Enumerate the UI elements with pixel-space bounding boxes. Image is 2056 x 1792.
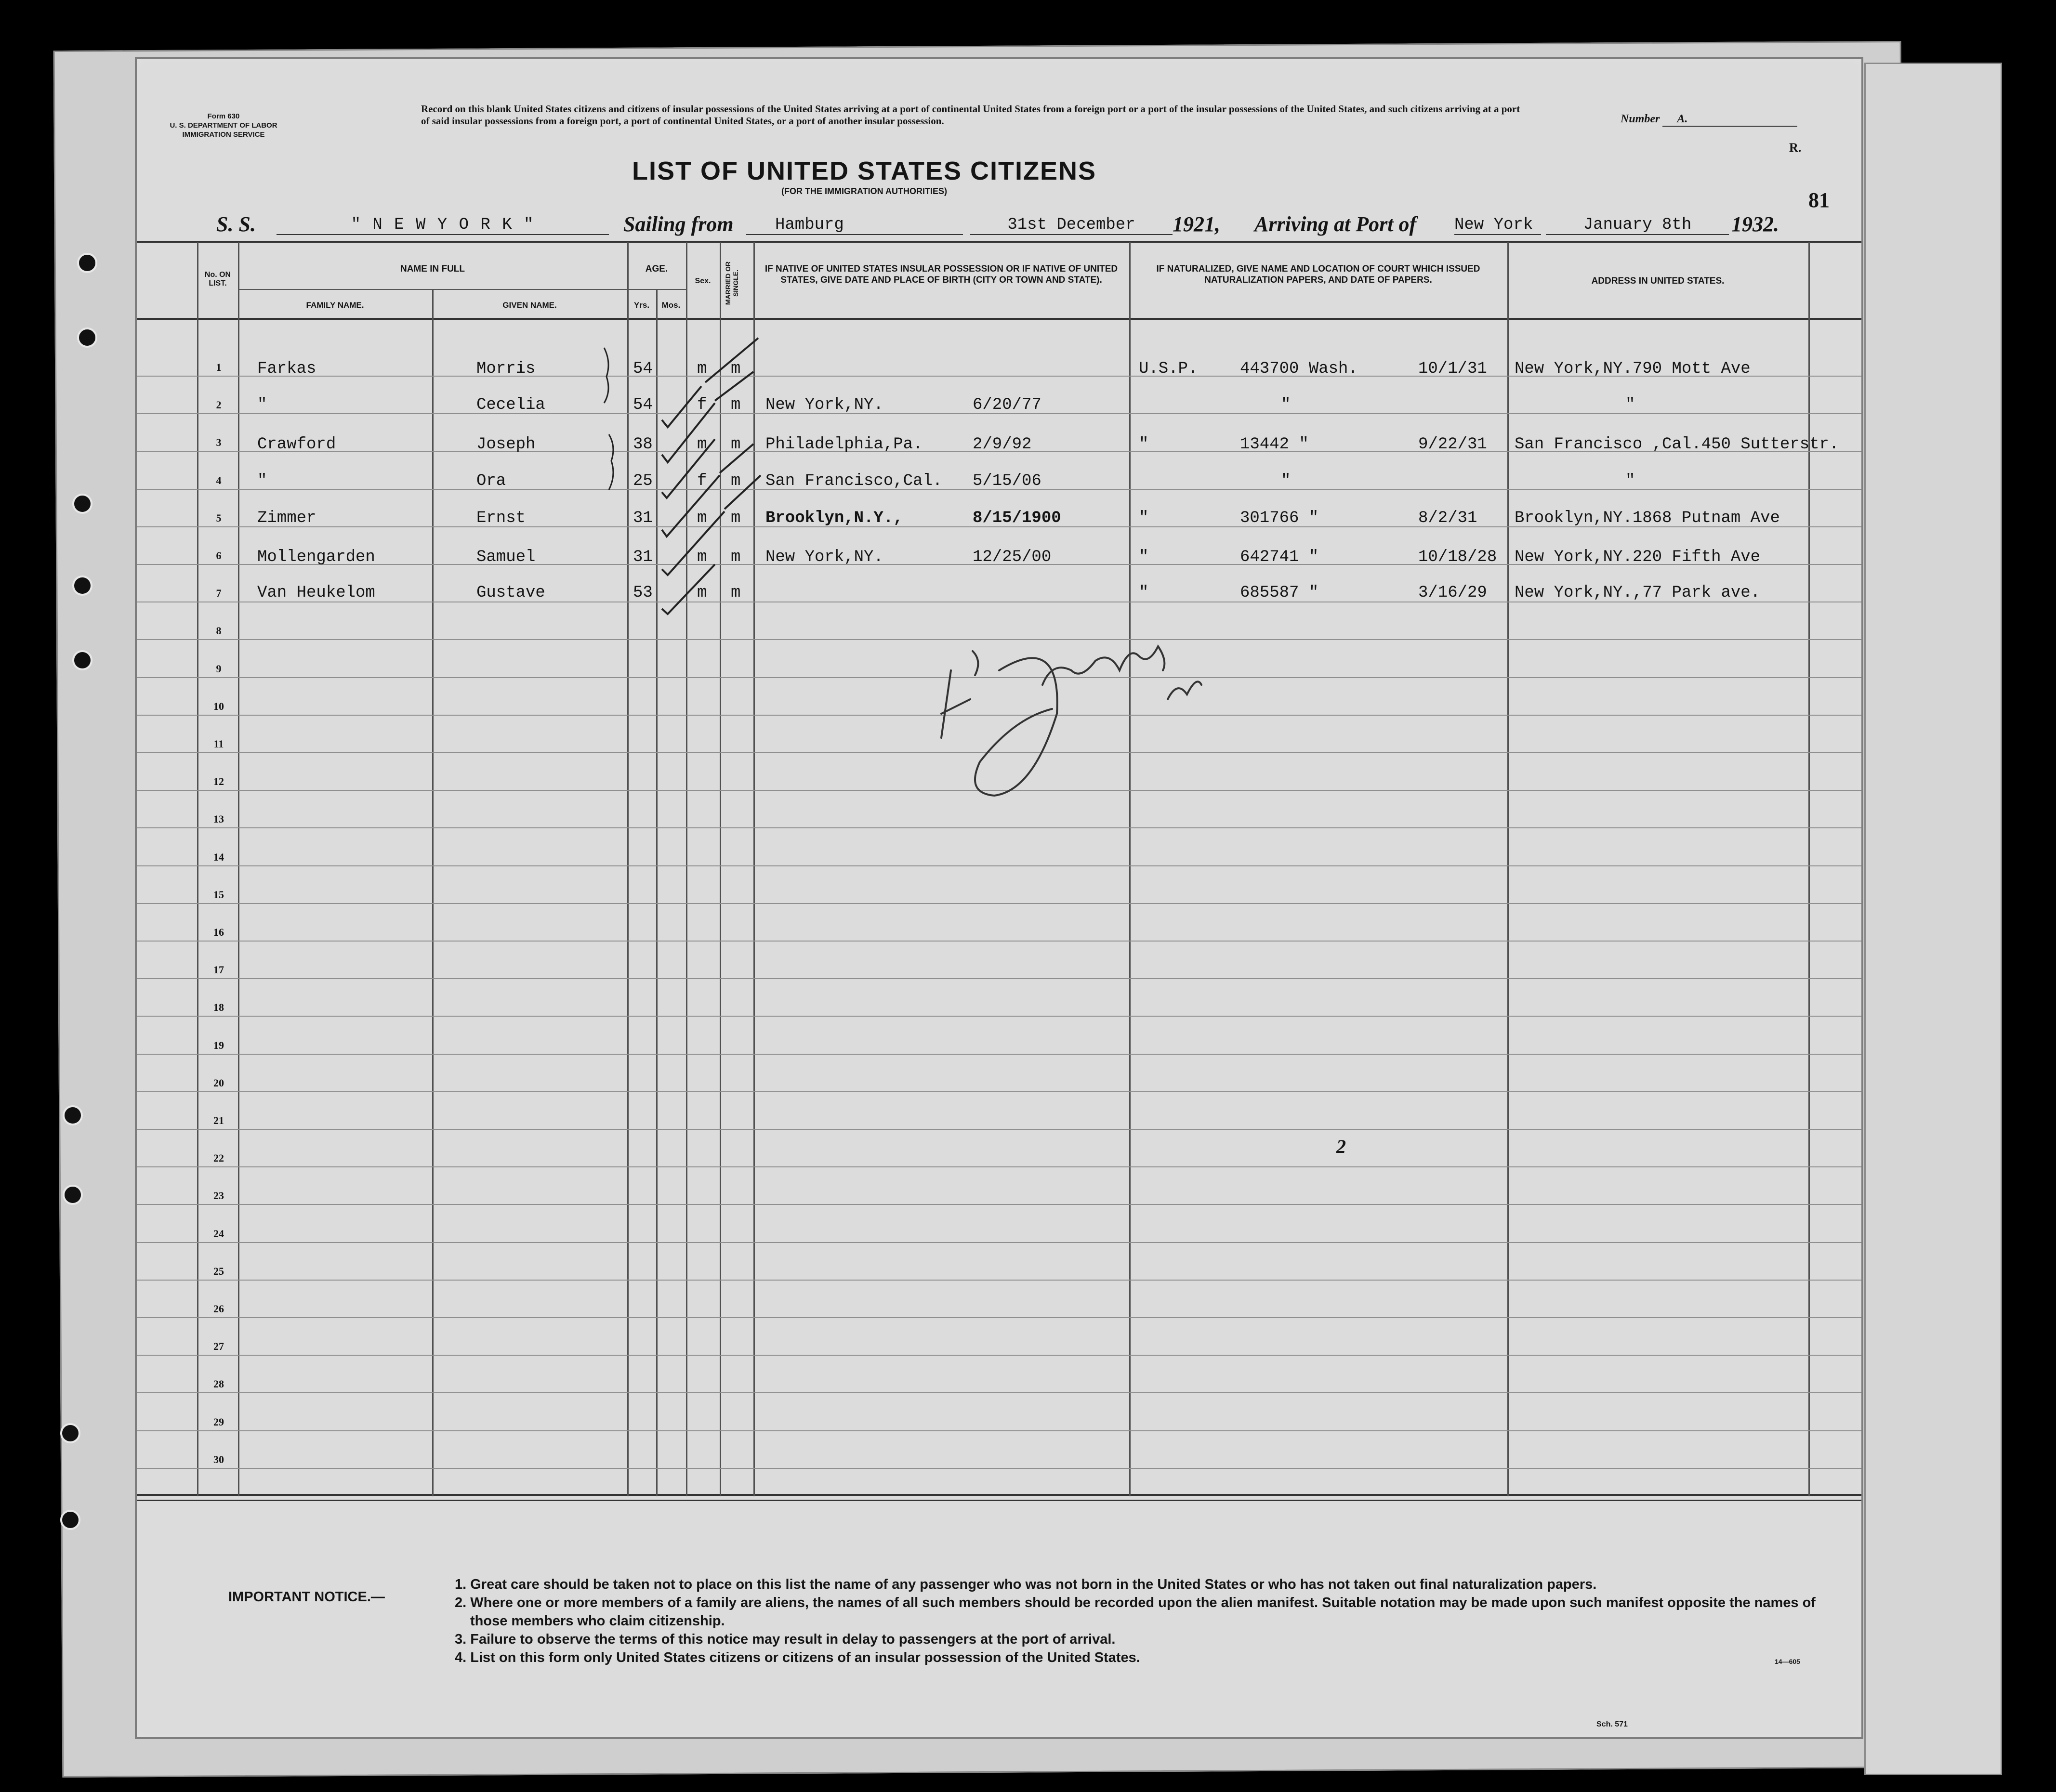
department-name: U. S. DEPARTMENT OF LABOR (170, 121, 277, 130)
col-mos: Mos. (661, 301, 681, 310)
punch-hole (60, 1423, 80, 1443)
row-number: 2 (216, 399, 222, 411)
notice-item-4: 4. List on this form only United States citizens or citizens of an insular possession of the United States. (455, 1650, 1140, 1665)
check-mark (715, 372, 753, 401)
marital-status: m (731, 435, 741, 454)
family-name: " (257, 396, 267, 414)
col-age: AGE. (645, 264, 668, 274)
sex: m (697, 584, 707, 602)
margin-mark: 2 (1336, 1136, 1346, 1157)
naturalization-number: 642741 " (1240, 548, 1319, 566)
row-rule (137, 1242, 1861, 1243)
marital-status: m (731, 509, 741, 527)
naturalization-number: 13442 " (1240, 435, 1309, 454)
row-rule (137, 1129, 1861, 1130)
naturalization-number: 301766 " (1240, 509, 1319, 527)
birth-date: 6/20/77 (973, 396, 1041, 414)
us-address: New York,NY.220 Fifth Ave (1515, 548, 1761, 566)
check-mark (705, 338, 758, 382)
birth-date: 2/9/92 (973, 435, 1032, 454)
sex: m (697, 360, 707, 378)
naturalization-court: " (1139, 548, 1149, 566)
row-number: 19 (213, 1039, 224, 1051)
punch-hole (77, 253, 97, 273)
punch-hole (77, 327, 97, 348)
ship-name: " N E W Y O R K " (277, 216, 609, 235)
birth-date: 5/15/06 (973, 472, 1041, 490)
notice-items (455, 1575, 1832, 1667)
family-name: Zimmer (257, 509, 316, 527)
row-rule (137, 1430, 1861, 1431)
row-rule (137, 827, 1861, 828)
birth-place: Brooklyn,N.Y., (765, 509, 903, 527)
col-yrs: Yrs. (633, 301, 650, 310)
row-number: 5 (216, 511, 222, 524)
row-number: 7 (216, 587, 222, 600)
given-name: Joseph (476, 435, 536, 454)
birth-date: 12/25/00 (973, 548, 1052, 566)
punch-hole (72, 650, 92, 670)
ss-label: S. S. (216, 212, 256, 236)
col-birth: IF NATIVE OF UNITED STATES INSULAR POSSESSION OR IF NATIVE OF UNITED STATES, GIVE DATE AND PLACE OF BIRTH (CITY OR TOWN AND STATE). (764, 264, 1118, 285)
arrival-year-prefix: 193 (1731, 212, 1763, 236)
given-name: Ora (476, 472, 506, 490)
check-mark (662, 403, 715, 462)
col-name: NAME IN FULL (400, 264, 465, 274)
family-name: Farkas (257, 360, 316, 378)
row-number: 12 (213, 775, 224, 788)
marital-status: m (731, 360, 741, 378)
age-years: 53 (633, 584, 653, 602)
row-number: 25 (213, 1265, 224, 1277)
row-rule (137, 1166, 1861, 1167)
naturalization-number: 443700 Wash. (1240, 360, 1358, 378)
notice-item-2: 2. Where one or more members of a family are aliens, the names of all such members should be recorded upon the alien manifest. Suitable notation may be made upon such manifest opposite the names of those members who claim citizenship. (455, 1595, 1816, 1629)
punch-hole (72, 576, 92, 596)
punch-hole (60, 1510, 80, 1530)
sex: f (697, 472, 707, 490)
naturalization-court: " (1139, 509, 1149, 527)
header-bottom-rule (137, 318, 1861, 320)
row-rule (137, 903, 1861, 904)
col-married: MARRIED OR SINGLE. (724, 261, 739, 305)
row-rule (137, 1317, 1861, 1318)
naturalization-court: " (1139, 435, 1149, 454)
family-name: " (257, 472, 267, 490)
marital-status: m (731, 548, 741, 566)
row-rule (137, 1016, 1861, 1017)
col-no: No. ON LIST. (204, 271, 231, 288)
marital-status: m (731, 472, 741, 490)
table-bottom-rule-2 (137, 1500, 1861, 1501)
notice-heading: IMPORTANT NOTICE.— (228, 1589, 385, 1605)
check-mark (725, 475, 761, 509)
sail-year-prefix: 192 (1173, 212, 1204, 236)
row-rule (137, 1054, 1861, 1055)
r-label: R. (1789, 141, 1802, 155)
brace-mark (604, 348, 608, 403)
us-address: New York,NY.,77 Park ave. (1515, 584, 1761, 602)
birth-place: New York,NY. (765, 548, 883, 566)
form-intro: Record on this blank United States citizens and citizens of insular possessions of the United States arriving at a port of continental United States from a foreign port or a port of the insular possessions of the United States, and such citizens arriving at a port of said insular possessions from a foreign port, a port of continental United States, or a port of another insular possession. (421, 103, 1520, 127)
us-address: New York,NY.790 Mott Ave (1515, 360, 1751, 378)
given-name: Cecelia (476, 396, 545, 414)
col-naturalized: IF NATURALIZED, GIVE NAME AND LOCATION OF COURT WHICH ISSUED NATURALIZATION PAPERS, AND DATE OF PAPERS. (1156, 264, 1480, 285)
row-number: 26 (213, 1303, 224, 1315)
footer-code: Sch. 571 (1596, 1720, 1628, 1728)
manifest-page (135, 57, 1863, 1739)
number-value: A. (1662, 113, 1797, 127)
page-number: 81 (1808, 188, 1830, 212)
service-name: IMMIGRATION SERVICE (182, 131, 265, 139)
age-years: 54 (633, 396, 653, 414)
col-rule (1507, 242, 1509, 1496)
row-number: 16 (213, 926, 224, 938)
brace-mark (609, 434, 613, 490)
naturalization-date: 9/22/31 (1418, 435, 1487, 454)
naturalization-number: " (1281, 396, 1291, 414)
table-top-rule (137, 241, 1861, 243)
row-number: 15 (213, 888, 224, 901)
row-number: 24 (213, 1227, 224, 1240)
row-number: 9 (216, 662, 222, 675)
form-subtitle: (FOR THE IMMIGRATION AUTHORITIES) (781, 186, 947, 196)
row-number: 8 (216, 625, 222, 637)
sail-year-suffix: 1 (1204, 212, 1215, 236)
us-address: " (1625, 396, 1635, 414)
birth-place: New York,NY. (765, 396, 883, 414)
age-subrule (627, 289, 686, 290)
row-rule (137, 1204, 1861, 1205)
arrival-year: 1932. (1731, 212, 1779, 236)
row-number: 1 (216, 361, 222, 373)
arrival-port: New York (1454, 216, 1541, 235)
arrival-year-suffix: 2 (1763, 212, 1774, 236)
row-rule (137, 941, 1861, 942)
birth-place: San Francisco,Cal. (765, 472, 943, 490)
sex: m (697, 509, 707, 527)
age-years: 25 (633, 472, 653, 490)
naturalization-date: 10/1/31 (1418, 360, 1487, 378)
inspector-signature (936, 603, 1206, 805)
form-agency (166, 112, 281, 139)
marital-status: m (731, 584, 741, 602)
row-number: 20 (213, 1076, 224, 1089)
punch-hole (72, 494, 92, 514)
row-rule (137, 1280, 1861, 1281)
sail-date: 31st December (970, 216, 1173, 235)
age-years: 54 (633, 360, 653, 378)
birth-date: 8/15/1900 (973, 509, 1061, 527)
form-number: Form 630 (207, 112, 240, 120)
col-address: ADDRESS IN UNITED STATES. (1591, 276, 1725, 286)
row-number: 14 (213, 850, 224, 863)
number-field (1621, 113, 1797, 127)
family-name: Mollengarden (257, 548, 375, 566)
naturalization-date: 10/18/28 (1418, 548, 1497, 566)
form-title: LIST OF UNITED STATES CITIZENS (632, 157, 1096, 185)
row-number: 21 (213, 1114, 224, 1126)
row-number: 3 (216, 436, 222, 449)
family-braces (599, 343, 628, 536)
col-rule (1129, 242, 1131, 1496)
naturalization-court: " (1139, 584, 1149, 602)
row-number: 18 (213, 1001, 224, 1014)
sailing-label: Sailing from (623, 212, 734, 236)
us-address: Brooklyn,NY.1868 Putnam Ave (1515, 509, 1780, 527)
row-rule (137, 1355, 1861, 1356)
birth-place: Philadelphia,Pa. (765, 435, 923, 454)
col-given: GIVEN NAME. (502, 301, 557, 310)
punch-hole (63, 1185, 83, 1205)
row-number: 6 (216, 549, 222, 562)
naturalization-court: U.S.P. (1139, 360, 1198, 378)
row-number: 30 (213, 1453, 224, 1465)
naturalization-number: 685587 " (1240, 584, 1319, 602)
sail-year: 1921, (1173, 212, 1220, 236)
row-number: 27 (213, 1340, 224, 1353)
row-number: 22 (213, 1152, 224, 1164)
row-rule (137, 978, 1861, 979)
row-rule (137, 1091, 1861, 1092)
number-label: Number (1621, 113, 1660, 125)
arriving-label: Arriving at Port of (1254, 212, 1417, 236)
age-years: 31 (633, 509, 653, 527)
col-family: FAMILY NAME. (306, 301, 364, 310)
given-name: Gustave (476, 584, 545, 602)
family-name: Van Heukelom (257, 584, 375, 602)
row-number: 17 (213, 964, 224, 976)
sex: f (697, 396, 707, 414)
voyage-line (137, 212, 1861, 241)
row-rule (137, 865, 1861, 866)
check-mark (662, 386, 701, 427)
sex: m (697, 548, 707, 566)
row-number: 13 (213, 813, 224, 825)
check-marks (657, 328, 773, 617)
col-sex: Sex. (695, 277, 711, 285)
us-address: San Francisco ,Cal.450 Sutterstr. (1515, 435, 1839, 454)
given-name: Samuel (476, 548, 536, 566)
notice-item-1: 1. Great care should be taken not to place on this list the name of any passenger who was not born in the United States or who has not taken out final naturalization papers. (455, 1577, 1597, 1592)
col-rule (1808, 242, 1810, 1496)
naturalization-number: " (1281, 472, 1291, 490)
table-bottom-rule (137, 1494, 1861, 1496)
row-number: 29 (213, 1415, 224, 1428)
arrival-date: January 8th (1546, 216, 1729, 235)
marital-status: m (731, 396, 741, 414)
notice-item-3: 3. Failure to observe the terms of this notice may result in delay to passengers at the port of arrival. (455, 1632, 1116, 1647)
age-years: 38 (633, 435, 653, 454)
back-sheet (1864, 63, 2002, 1775)
check-mark (720, 444, 753, 473)
row-rule (137, 1468, 1861, 1469)
row-number: 23 (213, 1190, 224, 1202)
punch-hole (63, 1105, 83, 1125)
sailing-from: Hamburg (746, 216, 963, 235)
family-name: Crawford (257, 435, 336, 454)
row-number: 28 (213, 1378, 224, 1390)
row-number: 10 (213, 700, 224, 712)
given-name: Ernst (476, 509, 526, 527)
naturalization-date: 8/2/31 (1418, 509, 1477, 527)
age-years: 31 (633, 548, 653, 566)
given-name: Morris (476, 360, 536, 378)
name-subrule (238, 289, 627, 290)
naturalization-date: 3/16/29 (1418, 584, 1487, 602)
sex: m (697, 435, 707, 454)
col-rule (432, 290, 434, 1496)
us-address: " (1625, 472, 1635, 490)
row-number: 4 (216, 474, 222, 486)
row-number: 11 (213, 738, 224, 750)
row-rule (137, 1392, 1861, 1393)
print-code: 14—605 (1775, 1658, 1800, 1665)
